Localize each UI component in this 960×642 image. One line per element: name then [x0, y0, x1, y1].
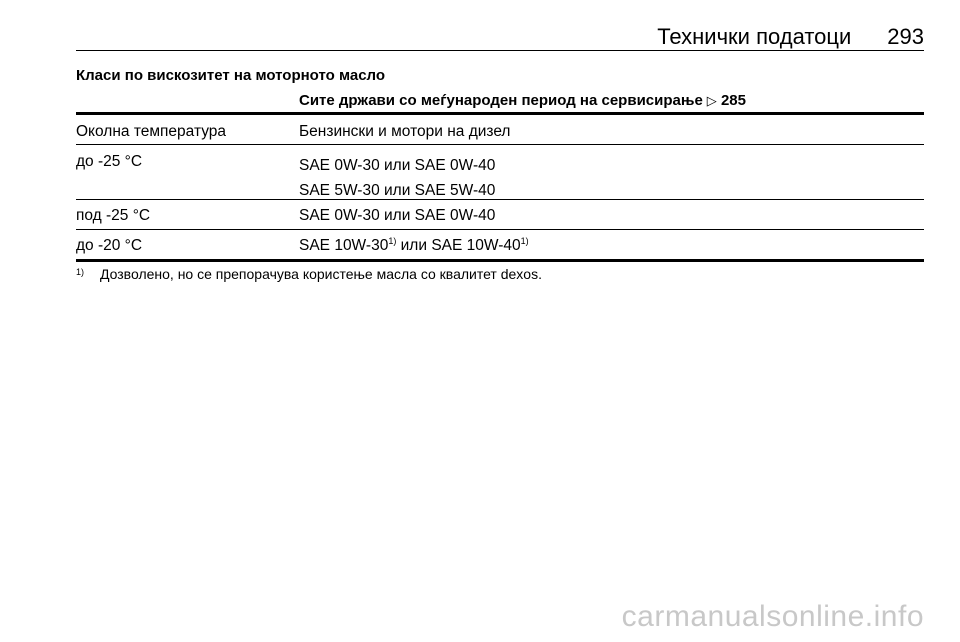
grade-cell	[299, 200, 924, 229]
footnote	[76, 266, 542, 282]
table-group-header-row	[76, 84, 924, 115]
temperature-cell: до -20 °C	[76, 237, 143, 254]
grade-a: SAE 10W-30	[299, 237, 389, 254]
grade-cell	[299, 230, 924, 259]
table-column-header-row	[76, 115, 924, 145]
page-header	[76, 24, 924, 51]
temperature-cell: под -25 °C	[76, 207, 151, 224]
watermark: carmanualsonline.info	[621, 600, 924, 633]
grade-cell	[299, 145, 924, 199]
footnote-ref: 1)	[520, 236, 529, 246]
grade-line: SAE 5W-30 или SAE 5W-40	[299, 182, 496, 199]
page-title: Технички податоци	[657, 24, 852, 49]
temperature-cell: до -25 °C	[76, 153, 143, 170]
column-header-engines: Бензински и мотори на дизел	[299, 123, 511, 140]
column-header-temperature: Околна температура	[76, 123, 227, 140]
table-row	[76, 145, 924, 200]
page-number: 293	[887, 24, 924, 49]
table-row	[76, 200, 924, 230]
grade-line: SAE 0W-30 или SAE 0W-40	[299, 207, 496, 224]
page-reference[interactable]: 285	[720, 92, 746, 109]
footnote-mark: 1)	[76, 267, 85, 277]
table-group-header	[299, 84, 924, 112]
footnote-ref: 1)	[388, 236, 397, 246]
section-title: Класи по вискозитет на моторното масло	[76, 67, 386, 84]
table-row	[76, 230, 924, 262]
grade-line: SAE 0W-30 или SAE 0W-40	[299, 157, 496, 174]
group-header-text: Сите држави со меѓународен период на сервисирање	[299, 92, 703, 109]
viscosity-table	[76, 84, 924, 262]
footnote-text: Дозволено, но се препорачува користење масла со квалитет dexos.	[100, 266, 542, 282]
page-reference-icon: ▷	[706, 93, 717, 108]
grade-sep: или SAE 10W-40	[396, 237, 521, 254]
